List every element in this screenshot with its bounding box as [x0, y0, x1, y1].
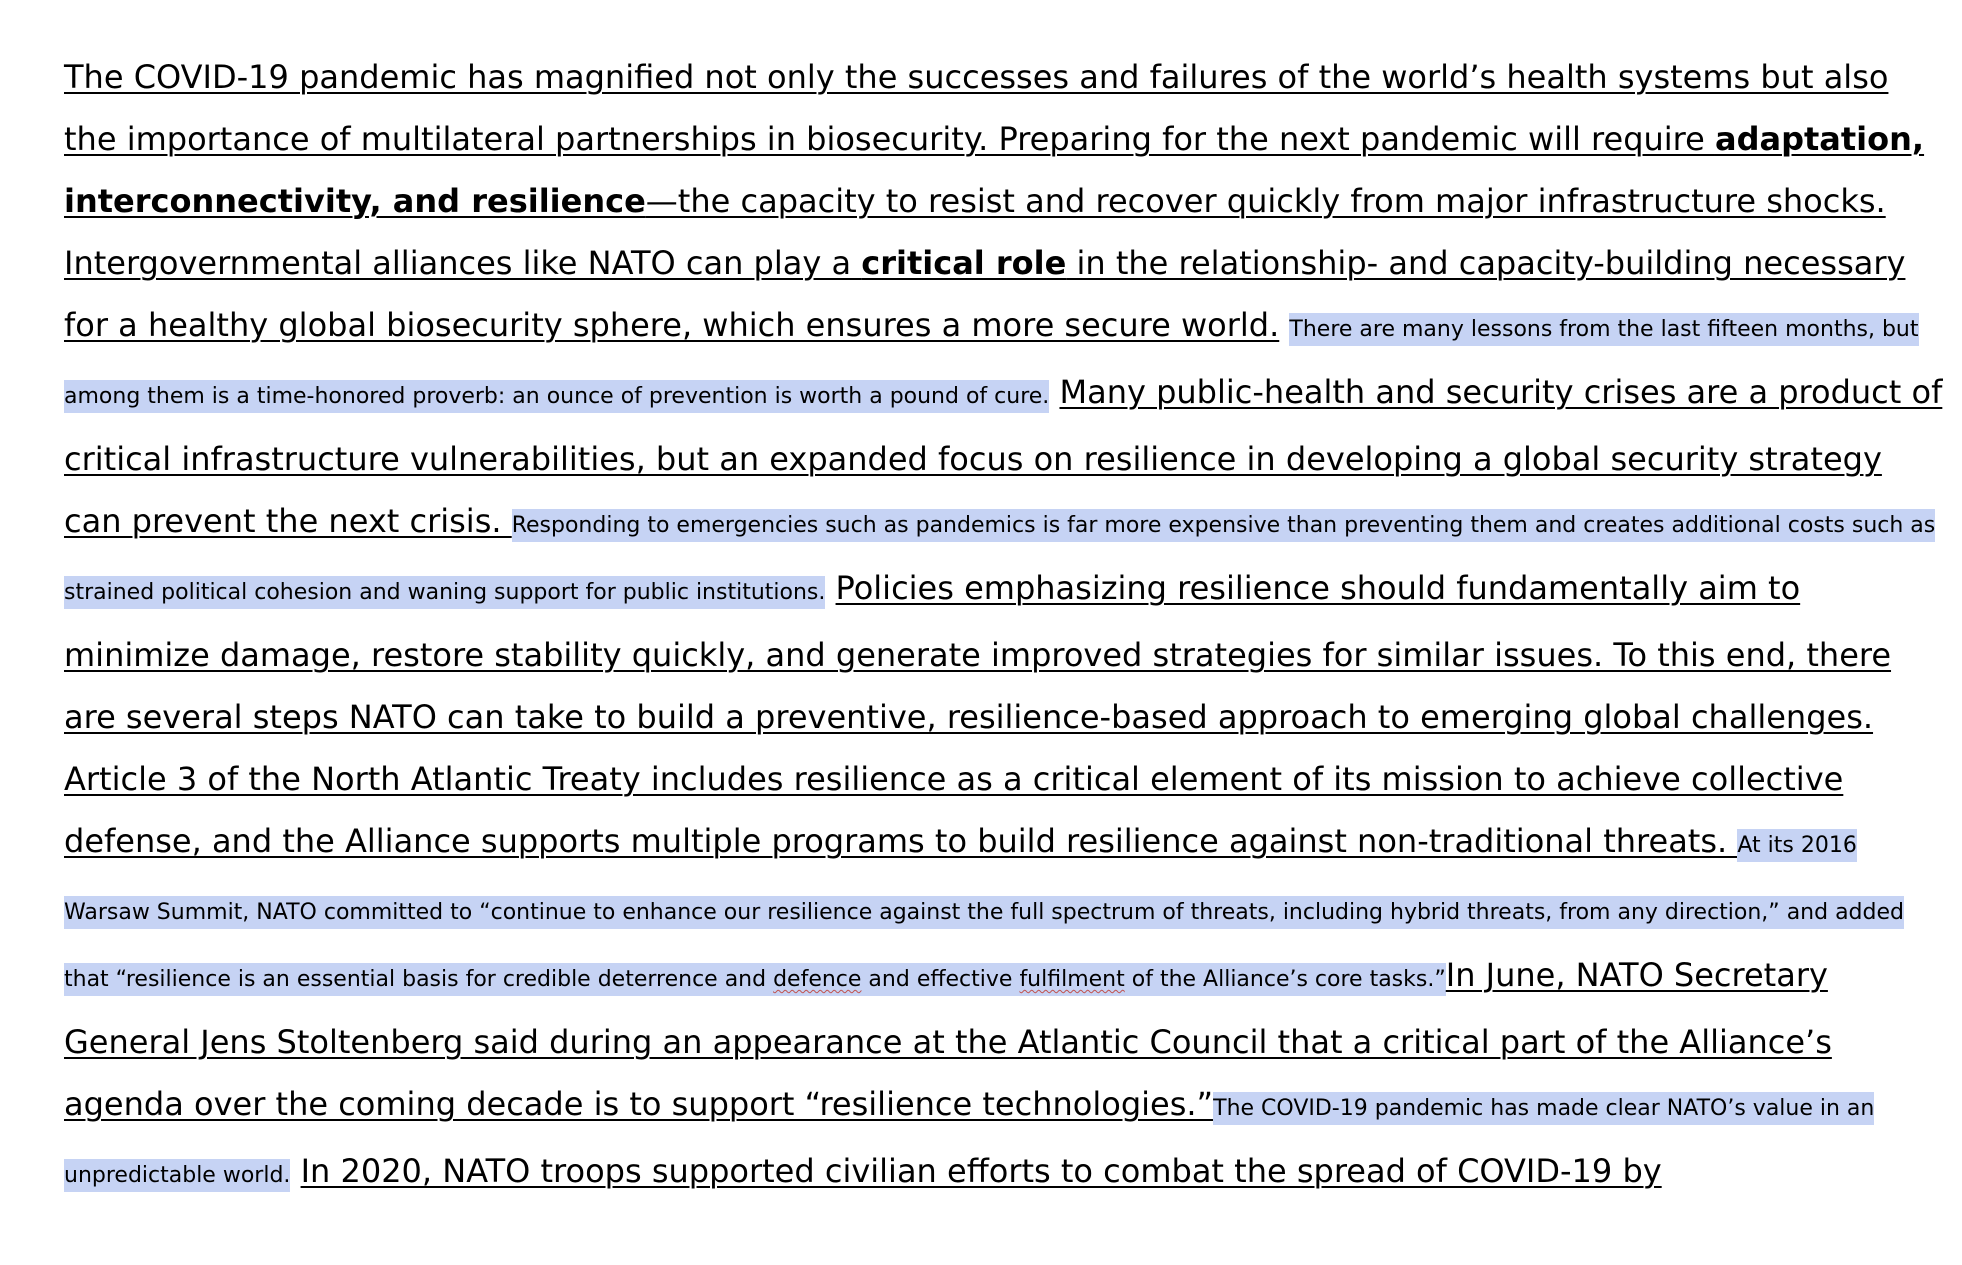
highlighted-text: The COVID-19 pandemic has made clear NATO’s value in an unpredictable world. [64, 1092, 1874, 1192]
text-run: Many public-health and security crises are a product of critical infrastructure vulnerabilities, but an expanded focus on resilience in developing a global security strategy can prevent the next crisis. [64, 373, 1943, 540]
text-run: In June, NATO Secretary General Jens Stoltenberg said during an appearance at the Atlantic Council that a critical part of the Alliance’s agenda over the coming decade is to support “resilience technologies.” [64, 956, 1832, 1123]
spellcheck-word[interactable]: fulfilment [1019, 967, 1125, 992]
bold-phrase: adaptation, interconnectivity, and resilience [64, 120, 1925, 220]
text-run: in the relationship- and capacity-building necessary for a healthy global biosecurity sphere, which ensures a more secure world. [64, 244, 1906, 344]
quote-part: of the Alliance’s core tasks.” [1124, 967, 1446, 992]
document-body[interactable] [64, 46, 1944, 1207]
highlighted-text: Responding to emergencies such as pandemics is far more expensive than preventing them and creates additional costs such as strained political cohesion and waning support for public institutions. [64, 509, 1935, 609]
text-run: —the capacity to resist and recover quickly from major infrastructure shocks. Intergovernmental alliances like NATO can play a [64, 182, 1886, 282]
quote-part: and effective [861, 967, 1020, 992]
text-run: Policies emphasizing resilience should fundamentally aim to minimize damage, restore stability quickly, and generate improved strategies for similar issues. To this end, there are several steps NATO can take to build a preventive, resilience-based approach to emerging global challenges. Article 3 of the North Atlantic Treaty includes resilience as a critical element of its mission to achieve collective defense, and the Alliance supports multiple programs to build resilience against non-traditional threats. [64, 569, 1892, 860]
bold-phrase: critical role [861, 244, 1067, 282]
quote-part: At its 2016 Warsaw Summit, NATO committed to “continue to enhance our resilience against the full spectrum of threats, including hybrid threats, from any direction,” and added that “resilience is an essential basis for credible deterrence and [64, 833, 1904, 992]
spellcheck-word[interactable]: defence [773, 967, 862, 992]
text-run: The COVID-19 pandemic has magnified not only the successes and failures of the world’s health systems but also the importance of multilateral partnerships in biosecurity. Preparing for the next pandemic will require [64, 58, 1889, 158]
highlighted-text: There are many lessons from the last fifteen months, but among them is a time-honored proverb: an ounce of prevention is worth a pound of cure. [64, 313, 1919, 413]
text-run: In 2020, NATO troops supported civilian efforts to combat the spread of COVID-19 by [300, 1152, 1662, 1190]
